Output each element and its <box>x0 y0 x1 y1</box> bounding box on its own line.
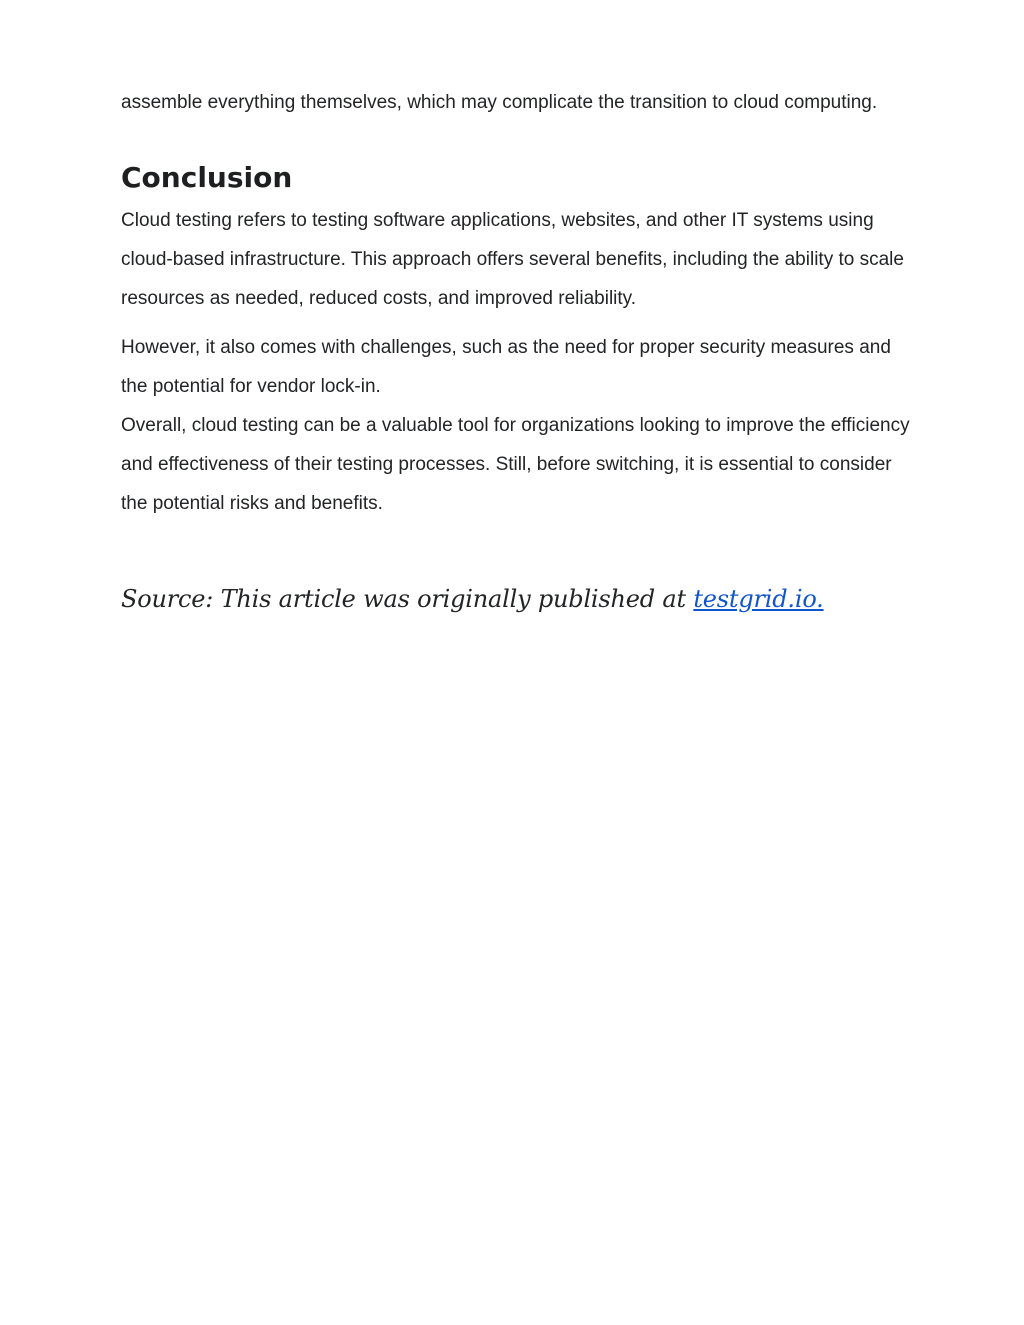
source-line <box>121 583 911 615</box>
article-page <box>121 83 911 615</box>
intro-paragraph: assemble everything themselves, which may complicate the transition to cloud computing. <box>121 92 878 113</box>
conclusion-paragraph-1: Cloud testing refers to testing software applications, websites, and other IT systems using cloud-based infrastructure. This approach offers several benefits, including the ability to scale resources as needed, reduced costs, and improved reliability. <box>121 210 904 309</box>
source-prefix: Source: This article was originally published at <box>121 585 694 613</box>
source-link[interactable]: testgrid.io. <box>693 585 824 613</box>
conclusion-paragraph-2: However, it also comes with challenges, such as the need for proper security measures and the potential for vendor lock-in. <box>121 337 891 397</box>
conclusion-heading: Conclusion <box>121 161 293 194</box>
conclusion-paragraph-3: Overall, cloud testing can be a valuable tool for organizations looking to improve the efficiency and effectiveness of their testing processes. Still, before switching, it is essential to consider the potential risks and benefits. <box>121 415 910 514</box>
